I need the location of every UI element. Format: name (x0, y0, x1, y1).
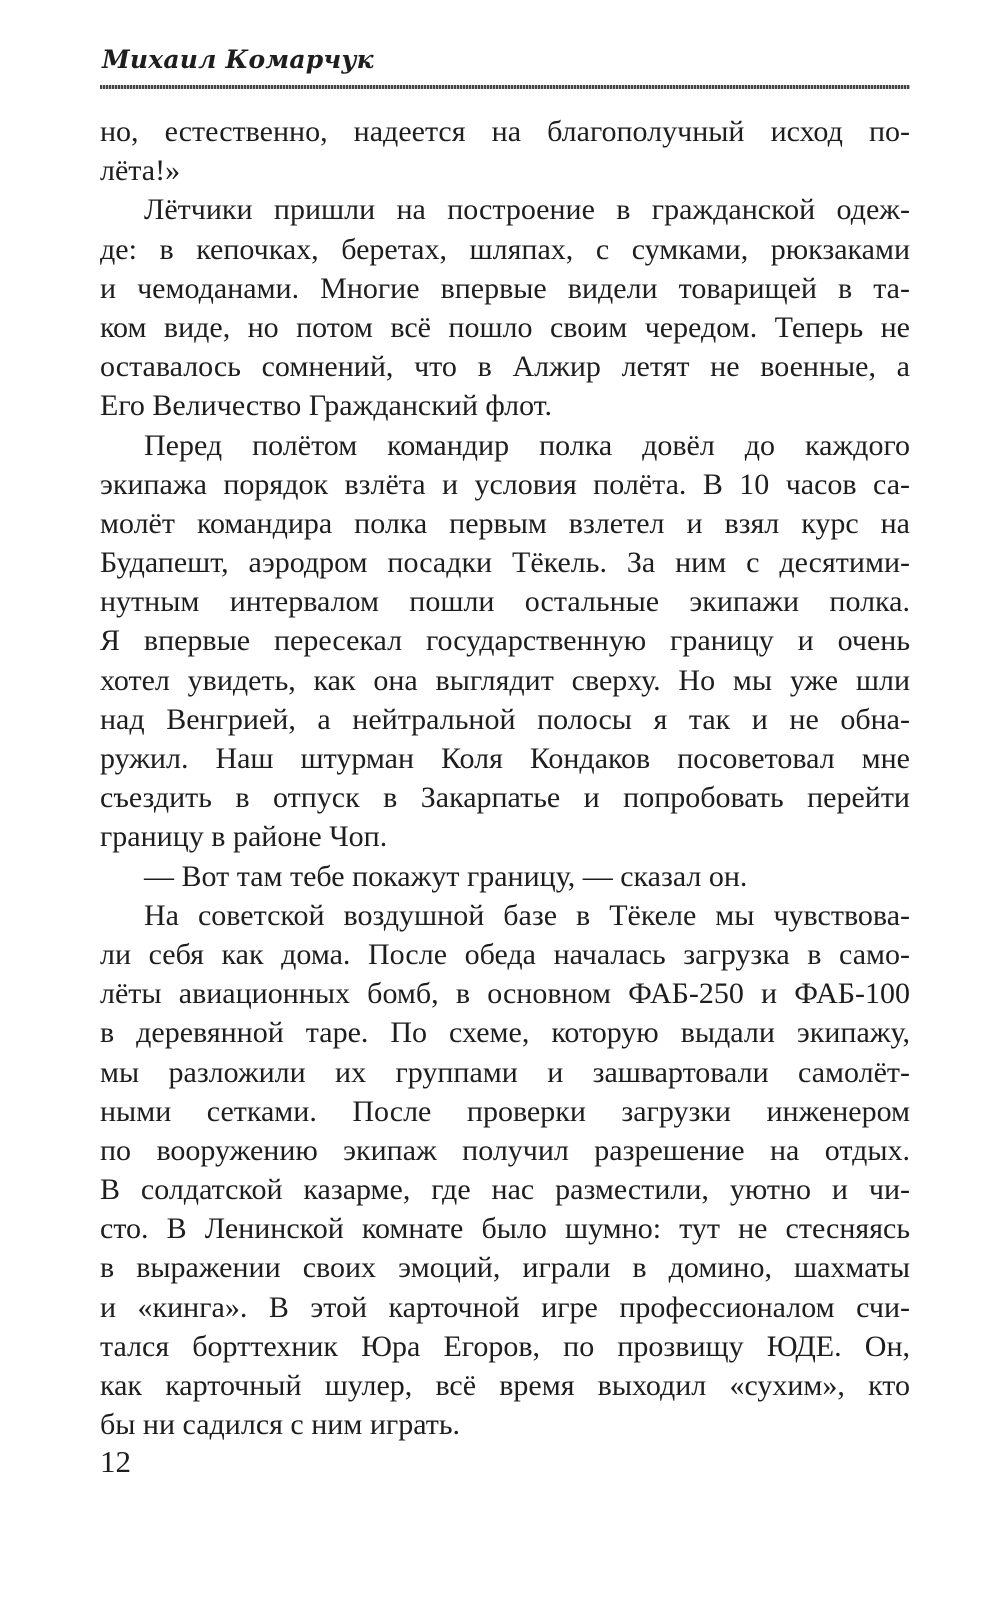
text-line: В солдатской казарме, где нас разместили, уютно и чи- (100, 1173, 910, 1207)
text-line: и чемоданами. Многие впервые видели товарищей в та- (100, 271, 910, 305)
text-line: оставалось сомнений, что в Алжир летят не военные, а (100, 350, 910, 384)
text-line: хотел увидеть, как она выглядит сверху. Но мы уже шли (100, 663, 910, 697)
text-line: де: в кепочках, беретах, шляпах, с сумками, рюкзаками (100, 232, 910, 266)
text-line: Я впервые пересекал государственную границу и очень (100, 624, 910, 658)
text-line: ли себя как дома. После обеда началась загрузка в само- (100, 937, 910, 971)
text-line: тался борттехник Юра Егоров, по прозвищу ЮДЕ. Он, (100, 1329, 910, 1363)
text-line: сто. В Ленинской комнате было шумно: тут не стесняясь (100, 1212, 910, 1246)
page-number: 12 (100, 1444, 131, 1479)
text-line: мы разложили их группами и зашвартовали самолёт- (100, 1055, 910, 1089)
text-line: ными сетками. После проверки загрузки инженером (100, 1094, 910, 1128)
text-line: Его Величество Гражданский флот. (100, 389, 553, 423)
text-line: бы ни садился с ним играть. (100, 1408, 461, 1442)
text-line: Перед полётом командир полка довёл до каждого (144, 428, 910, 462)
body-text (100, 112, 910, 1444)
text-line: съездить в отпуск в Закарпатье и попробовать перейти (100, 781, 910, 815)
text-line: Лётчики пришли на построение в гражданской одеж- (144, 193, 910, 227)
text-line: На советской воздушной базе в Тёкеле мы чувствова- (144, 898, 910, 932)
text-line: экипажа порядок взлёта и условия полёта. В 10 часов са- (100, 467, 910, 501)
text-line: нутным интервалом пошли остальные экипажи полка. (100, 585, 910, 619)
text-line: по вооружению экипаж получил разрешение на отдых. (100, 1133, 910, 1167)
text-line: ком виде, но потом всё пошло своим чередом. Теперь не (100, 310, 910, 344)
text-line: лёты авиационных бомб, в основном ФАБ-250 и ФАБ-100 (100, 977, 910, 1011)
text-line: в деревянной таре. По схеме, которую выдали экипажу, (100, 1016, 910, 1050)
running-header-author: Михаил Комарчук (102, 45, 374, 74)
text-line: и «кинга». В этой карточной игре профессионалом счи- (100, 1290, 910, 1324)
text-line: ружил. Наш штурман Коля Кондаков посоветовал мне (100, 742, 910, 775)
text-line: но, естественно, надеется на благополучный исход по- (100, 115, 910, 148)
text-line: молёт командира полка первым взлетел и взял курс на (100, 506, 910, 540)
header-rule (100, 85, 910, 89)
text-line: Будапешт, аэродром посадки Тёкель. За ним с десятими- (100, 546, 910, 580)
text-line: границу в районе Чоп. (100, 820, 388, 854)
text-line: как карточный шулер, всё время выходил «сухим», кто (100, 1369, 910, 1402)
text-line: — Вот там тебе покажут границу, — сказал он. (144, 859, 748, 893)
text-line: лёта!» (100, 154, 181, 188)
text-line: над Венгрией, а нейтральной полосы я так и не обна- (100, 702, 910, 736)
text-line: в выражении своих эмоций, играли в домино, шахматы (100, 1251, 910, 1285)
